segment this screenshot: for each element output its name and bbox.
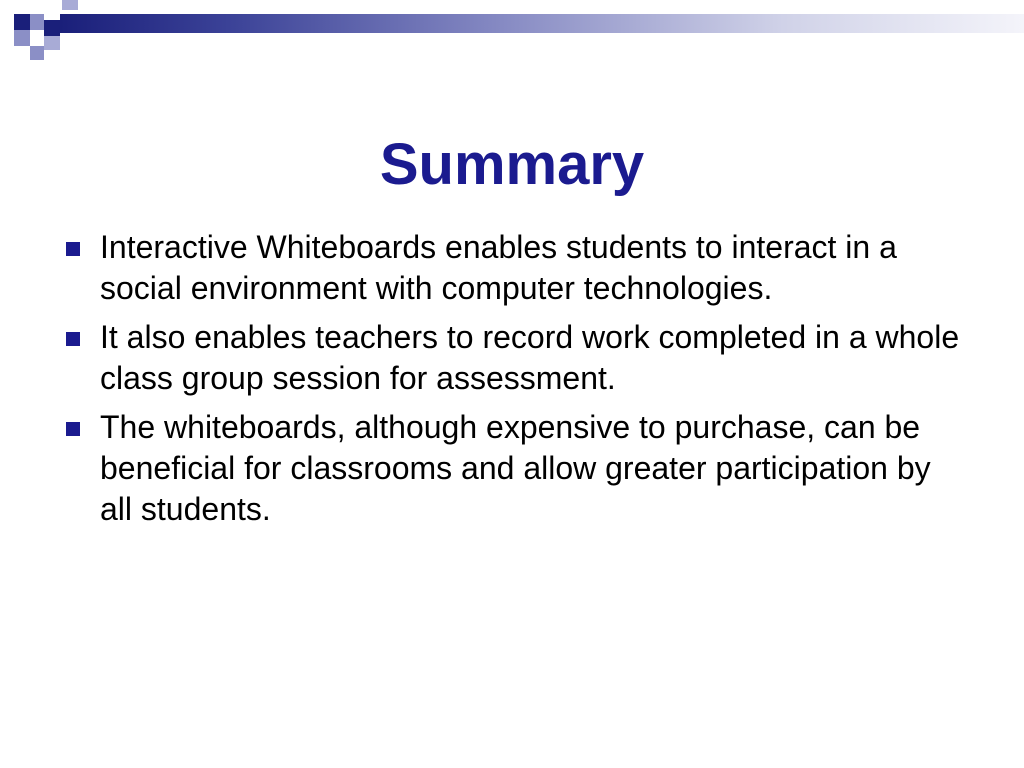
- decor-square: [14, 30, 30, 46]
- decor-square: [44, 36, 60, 50]
- square-bullet-icon: [66, 332, 80, 346]
- bullet-text: The whiteboards, although expensive to purchase, can be beneficial for classrooms and allow greater participation by all students.: [100, 409, 931, 527]
- decor-square: [30, 46, 44, 60]
- bullet-item: [62, 407, 962, 530]
- bullet-text: Interactive Whiteboards enables students to interact in a social environment with computer technologies.: [100, 229, 897, 306]
- square-bullet-icon: [66, 422, 80, 436]
- bullet-list: [62, 227, 962, 538]
- decor-square: [30, 14, 44, 30]
- bullet-item: [62, 317, 962, 399]
- decor-square: [44, 20, 60, 36]
- square-bullet-icon: [66, 242, 80, 256]
- header-gradient-bar: [60, 14, 1024, 33]
- decor-square: [14, 14, 30, 30]
- bullet-text: It also enables teachers to record work completed in a whole class group session for assessment.: [100, 319, 960, 396]
- decor-square: [62, 0, 78, 10]
- bullet-item: [62, 227, 962, 309]
- slide-title: Summary: [379, 131, 645, 197]
